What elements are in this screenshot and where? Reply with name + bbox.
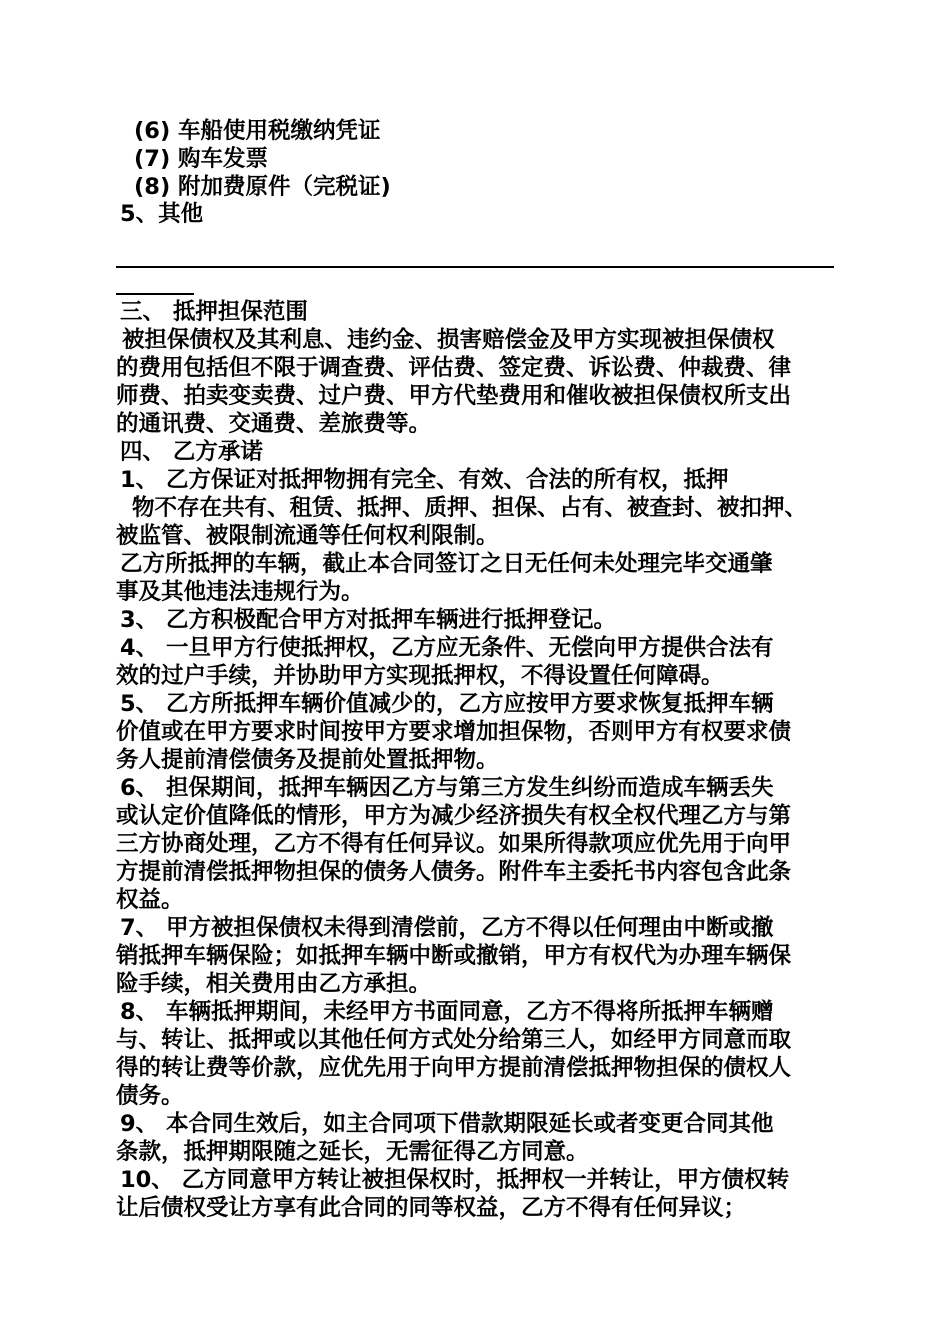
section-four-line: 8、 车辆抵押期间，未经甲方书面同意，乙方不得将所抵押车辆赠 [120,999,774,1025]
section-four-line: 销抵押车辆保险；如抵押车辆中断或撤销，甲方有权代为办理车辆保 [116,943,792,969]
section-four-line: 与、转让、抵押或以其他任何方式处分给第三人，如经甲方同意而取 [116,1027,792,1053]
section-three-line: 被担保债权及其利息、违约金、损害赔偿金及甲方实现被担保债权 [122,327,775,353]
section-four-line: 权益。 [116,887,184,913]
section-four-line: 9、 本合同生效后，如主合同项下借款期限延长或者变更合同其他 [120,1111,774,1137]
section-four-line: 7、 甲方被担保债权未得到清偿前，乙方不得以任何理由中断或撤 [120,915,774,941]
section-three-heading: 三、 抵押担保范围 [120,299,308,325]
section-four-line: 债务。 [116,1083,184,1109]
section-four-line: 事及其他违法违规行为。 [116,579,364,605]
section-three-line: 的通讯费、交通费、差旅费等。 [116,411,432,437]
section-four-line: 5、 乙方所抵押车辆价值减少的，乙方应按甲方要求恢复抵押车辆 [120,691,774,717]
section-four-line: 效的过户手续，并协助甲方实现抵押权，不得设置任何障碍。 [116,663,724,689]
section-four-line: 方提前清偿抵押物担保的债务人债务。附件车主委托书内容包含此条 [116,859,792,885]
section-four-line: 10、 乙方同意甲方转让被担保权时，抵押权一并转让，甲方债权转 [120,1167,790,1193]
section-four-line: 1、 乙方保证对抵押物拥有完全、有效、合法的所有权，抵押 [120,467,729,493]
section-four-line: 三方协商处理，乙方不得有任何异议。如果所得款项应优先用于向甲 [116,831,792,857]
list-item-vehicle-tax-receipt: (6) 车船使用税缴纳凭证 [134,118,381,144]
fill-in-line [116,266,834,268]
section-four-line: 得的转让费等价款，应优先用于向甲方提前清偿抵押物担保的债权人 [116,1055,792,1081]
section-four-line: 乙方所抵押的车辆，截止本合同签订之日无任何未处理完毕交通肇 [120,551,773,577]
section-four-line: 险手续，相关费用由乙方承担。 [116,971,432,997]
section-four-line: 4、 一旦甲方行使抵押权，乙方应无条件、无偿向甲方提供合法有 [120,635,774,661]
section-four-line: 被监管、被限制流通等任何权利限制。 [116,523,499,549]
section-four-line: 3、 乙方积极配合甲方对抵押车辆进行抵押登记。 [120,607,616,633]
section-three-line: 师费、拍卖变卖费、过户费、甲方代垫费用和催收被担保债权所支出 [116,383,792,409]
list-item-other: 5、其他 [120,201,204,227]
section-four-line: 让后债权受让方享有此合同的同等权益，乙方不得有任何异议； [116,1195,747,1221]
section-three-line: 的费用包括但不限于调查费、评估费、签定费、诉讼费、仲裁费、律 [116,355,792,381]
section-four-line: 6、 担保期间，抵押车辆因乙方与第三方发生纠纷而造成车辆丢失 [120,775,774,801]
list-item-purchase-invoice: (7) 购车发票 [134,146,269,172]
list-item-surcharge-original: (8) 附加费原件（完税证) [134,174,391,200]
section-four-line: 条款，抵押期限随之延长，无需征得乙方同意。 [116,1139,589,1165]
section-four-heading: 四、 乙方承诺 [120,439,263,465]
section-four-line: 或认定价值降低的情形，甲方为减少经济损失有权全权代理乙方与第 [116,803,792,829]
section-four-line: 价值或在甲方要求时间按甲方要求增加担保物，否则甲方有权要求债 [116,719,792,745]
section-four-line: 务人提前清偿债务及提前处置抵押物。 [116,747,499,773]
section-four-line: 物不存在共有、租赁、抵押、质押、担保、占有、被查封、被扣押、 [132,495,808,521]
fill-in-line-continued [116,293,194,295]
